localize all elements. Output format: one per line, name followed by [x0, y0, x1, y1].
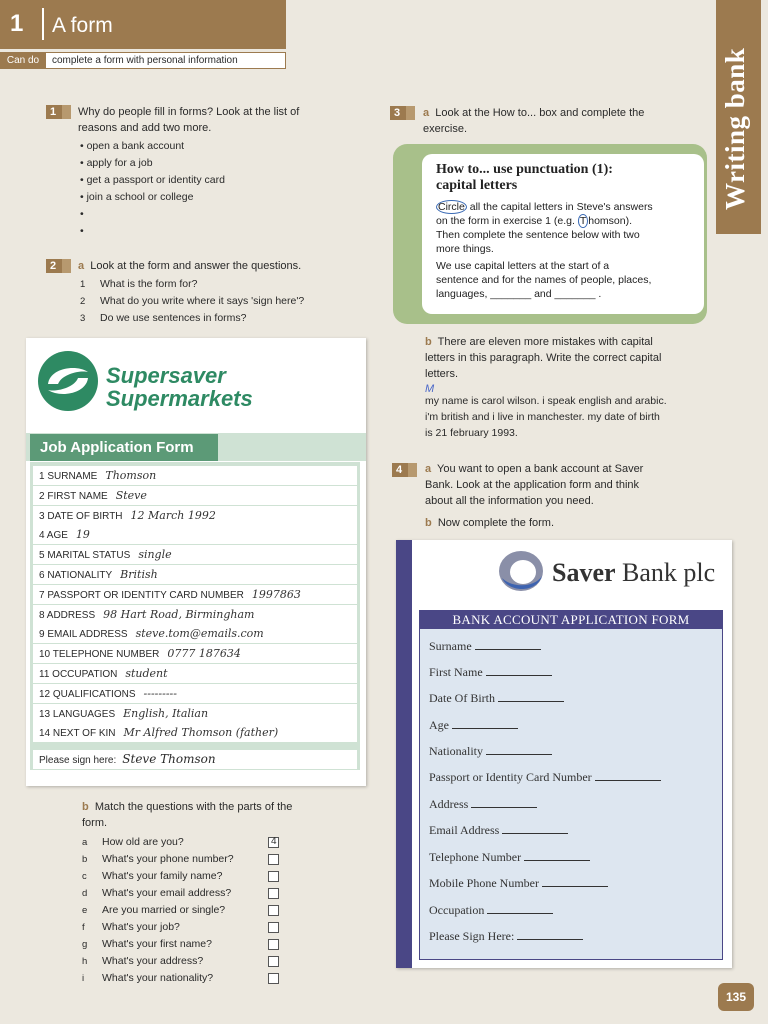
signature-row: Please sign here: Steve Thomson: [33, 750, 357, 769]
match-item: b What's your phone number?: [82, 853, 234, 865]
form-row: 1 SURNAME Thomson: [33, 466, 357, 485]
bank-field-telephone[interactable]: Telephone Number: [429, 850, 590, 865]
side-tab-label: Writing bank: [720, 47, 750, 210]
bank-field-first-name[interactable]: First Name: [429, 665, 552, 680]
list-item: • open a bank account: [80, 140, 185, 152]
form-row: 9 EMAIL ADDRESS steve.tom@emails.com: [33, 624, 357, 643]
job-application-form: [26, 338, 366, 786]
bank-field-mobile[interactable]: Mobile Phone Number: [429, 876, 608, 891]
bank-field-passport-number[interactable]: Passport or Identity Card Number: [429, 770, 661, 785]
writing-bank-tab: [716, 0, 761, 234]
match-questions: [82, 834, 282, 987]
capitals-paragraph: my name is carol wilson. i speak english and arabic. i'm british and i live in manchester. my date of birth is 21 february 1993.: [425, 395, 667, 439]
how-to-body: Circle all the capital letters in Steve's answers on the form in exercise 1 (e.g. T homson). Then complete the sentence below with two more things. We use capital letters at the start of a sentence and for the names of people, places, languages, _______ and _______ .: [436, 201, 653, 300]
answer-checkbox[interactable]: [268, 939, 279, 950]
match-item: a How old are you?: [82, 836, 184, 848]
bank-form-stripe: [396, 540, 412, 968]
bank-form-fields: [419, 610, 723, 960]
form-row: 4 AGE 19: [33, 525, 357, 544]
exercise-3b-prompt: b There are eleven more mistakes with capital letters in this paragraph. Write the correct capital letters.: [425, 336, 662, 380]
match-item: e Are you married or single?: [82, 904, 226, 916]
form-row: 13 LANGUAGES English, Italian: [33, 704, 357, 723]
bank-field-nationality[interactable]: Nationality: [429, 744, 552, 759]
bank-field-date-of-birth[interactable]: Date Of Birth: [429, 691, 564, 706]
form-row: 8 ADDRESS 98 Hart Road, Birmingham: [33, 605, 357, 624]
form-row: 14 NEXT OF KIN Mr Alfred Thomson (father): [33, 723, 357, 742]
answer-checkbox[interactable]: [268, 888, 279, 899]
bank-form-title: BANK ACCOUNT APPLICATION FORM: [420, 611, 722, 629]
job-form-fields: [30, 462, 360, 770]
answer-checkbox[interactable]: [268, 956, 279, 967]
exercise-2a-questions: [80, 276, 360, 327]
answer-checkbox[interactable]: [268, 973, 279, 984]
how-to-title: How to... use punctuation (1): capital letters: [436, 162, 613, 193]
list-item: • apply for a job: [80, 157, 153, 169]
form-row: 11 OCCUPATION student: [33, 664, 357, 683]
form-row: 7 PASSPORT OR IDENTITY CARD NUMBER 1997863: [33, 585, 357, 604]
exercise-4-badge: 4: [392, 463, 417, 477]
form-row: 2 FIRST NAME Steve: [33, 486, 357, 505]
can-do-text: complete a form with personal information: [46, 52, 286, 69]
bank-name: Saver Bank plc: [552, 558, 716, 587]
exercise-3-badge: 3: [390, 106, 415, 120]
question-item: 1 What is the form for?: [80, 278, 198, 290]
exercise-1-prompt: Why do people fill in forms? Look at the list of reasons and add two more.: [78, 106, 300, 134]
unit-header: [0, 0, 286, 49]
list-item-blank: •: [80, 225, 84, 237]
exercise-1-badge: 1: [46, 105, 71, 119]
form-row: 3 DATE OF BIRTH 12 March 1992: [33, 506, 357, 525]
match-item: d What's your email address?: [82, 887, 232, 899]
bank-field-address[interactable]: Address: [429, 797, 537, 812]
form-row: 10 TELEPHONE NUMBER 0777 187634: [33, 644, 357, 663]
question-item: 2 What do you write where it says 'sign here'?: [80, 295, 305, 307]
answer-checkbox[interactable]: [268, 854, 279, 865]
bank-field-age[interactable]: Age: [429, 718, 518, 733]
reasons-list: [80, 138, 340, 240]
can-do-label: Can do: [0, 52, 46, 69]
answer-checkbox[interactable]: 4: [268, 837, 279, 848]
unit-number: 1: [10, 10, 24, 37]
answer-checkbox[interactable]: [268, 922, 279, 933]
saver-bank-logo-icon: [496, 548, 546, 594]
list-item: • join a school or college: [80, 191, 194, 203]
exercise-4b-prompt: b Now complete the form.: [425, 517, 555, 529]
bank-field-email[interactable]: Email Address: [429, 823, 568, 838]
list-item-blank: •: [80, 208, 84, 220]
unit-title: A form: [52, 14, 113, 37]
bank-field-surname[interactable]: Surname: [429, 639, 541, 654]
how-to-box: [422, 154, 704, 314]
question-item: 3 Do we use sentences in forms?: [80, 312, 247, 324]
form-row: 12 QUALIFICATIONS ---------: [33, 684, 357, 703]
answer-checkbox[interactable]: [268, 905, 279, 916]
match-item: c What's your family name?: [82, 870, 223, 882]
match-item: i What's your nationality?: [82, 972, 214, 984]
answer-checkbox[interactable]: [268, 871, 279, 882]
job-form-title: Job Application Form: [30, 434, 218, 461]
title-divider: [42, 8, 44, 40]
match-item: f What's your job?: [82, 921, 180, 933]
match-item: g What's your first name?: [82, 938, 212, 950]
bank-field-occupation[interactable]: Occupation: [429, 903, 553, 918]
page-number: 135: [718, 983, 754, 1011]
exercise-2-badge: 2: [46, 259, 71, 273]
exercise-4a-prompt: a You want to open a bank account at Saver Bank. Look at the application form and think about all the information you need.: [425, 463, 644, 507]
bank-application-form: [396, 540, 732, 968]
form-row: 5 MARITAL STATUS single: [33, 545, 357, 564]
handwritten-correction: M: [425, 383, 435, 395]
match-item: h What's your address?: [82, 955, 204, 967]
supersaver-brand: Supersaver Supermarkets: [106, 363, 253, 411]
supersaver-logo-icon: [36, 350, 100, 412]
form-row: 6 NATIONALITY British: [33, 565, 357, 584]
list-item: • get a passport or identity card: [80, 174, 225, 186]
exercise-3a-prompt: a Look at the How to... box and complete the exercise.: [423, 107, 645, 135]
exercise-2b-prompt: b Match the questions with the parts of the form.: [82, 801, 293, 829]
exercise-2a-prompt: a Look at the form and answer the questions.: [78, 260, 302, 272]
bank-field-signature[interactable]: Please Sign Here:: [429, 929, 583, 944]
